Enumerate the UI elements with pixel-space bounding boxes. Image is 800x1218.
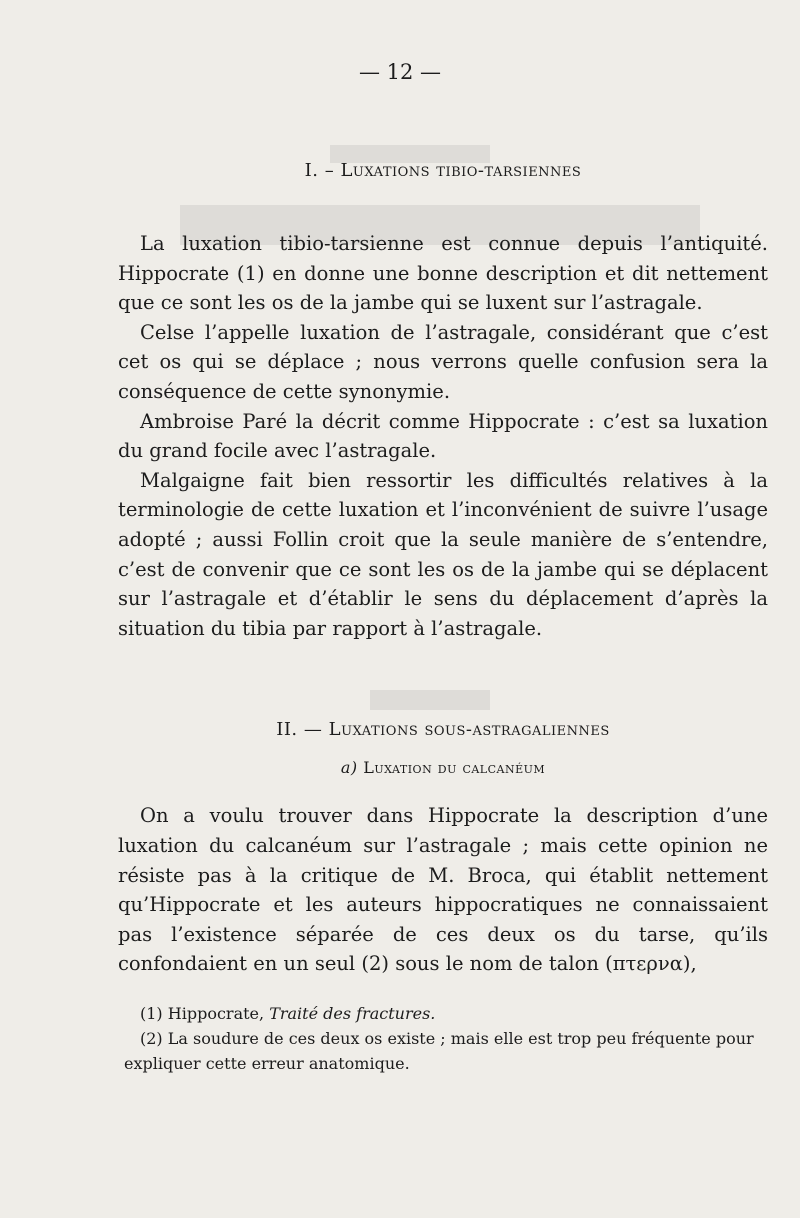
- paragraph: Malgaigne fait bien ressortir les difficultés relatives à la terminologie de cette luxation et l’inconvénient de suivre l’usage adopté ; aussi Follin croit que la seule manière de s’entendre, c’est de convenir que ce sont les os de la jambe qui se déplacent sur l’astragale et d’établir le sens du déplacement d’après la situation du tibia par rapport à l’astragale.: [118, 468, 768, 640]
- subsection-title: Luxation du calcanéum: [363, 758, 546, 778]
- section-number: I. –: [304, 160, 335, 181]
- subsection-letter: a): [340, 758, 358, 778]
- subsection-heading: [118, 758, 768, 777]
- footnote-author: Hippocrate,: [167, 1003, 265, 1023]
- footnote-2: (2) La soudure de ces deux os existe ; mais elle est trop peu fréquente pour: [140, 1028, 754, 1048]
- footnote-marker: (1): [140, 1003, 163, 1023]
- page-body: [118, 160, 768, 1076]
- paragraph: Ambroise Paré la décrit comme Hippocrate : c’est sa luxation du grand focile avec l’astragale.: [118, 409, 768, 463]
- section-heading-2: [118, 719, 768, 740]
- section-number: II. —: [276, 719, 323, 741]
- section-title: Luxations sous-astragaliennes: [328, 719, 610, 741]
- page-number: — 12 —: [358, 60, 442, 84]
- footnote-1: [118, 1001, 768, 1026]
- footnote-2-continuation: expliquer cette erreur anatomique.: [124, 1053, 410, 1073]
- section-title: Luxations tibio-tarsiennes: [340, 160, 582, 181]
- footnotes: [118, 1001, 768, 1076]
- paragraph: On a voulu trouver dans Hippocrate la description d’une luxation du calcanéum sur l’astragale ; mais cette opinion ne résiste pas à la critique de M. Broca, qui établit nettement qu’Hippocrate et les auteurs hippocratiques ne connaissaient pas l’existence séparée de ces deux os du tarse, qu’ils confondaient en un seul (2) sous le nom de talon (πτερνα),: [118, 804, 768, 976]
- paragraph: La luxation tibio-tarsienne est connue depuis l’antiquité. Hippocrate (1) en donne une bonne description et dit nettement que ce sont les os de la jambe qui se luxent sur l’astragale.: [118, 232, 768, 315]
- paragraph: Celse l’appelle luxation de l’astragale, considérant que c’est cet os qui se déplace ; nous verrons quelle confusion sera la conséquence de cette synonymie.: [118, 320, 768, 403]
- footnote-title: Traité des fractures.: [269, 1003, 436, 1023]
- section-heading-1: [118, 160, 768, 181]
